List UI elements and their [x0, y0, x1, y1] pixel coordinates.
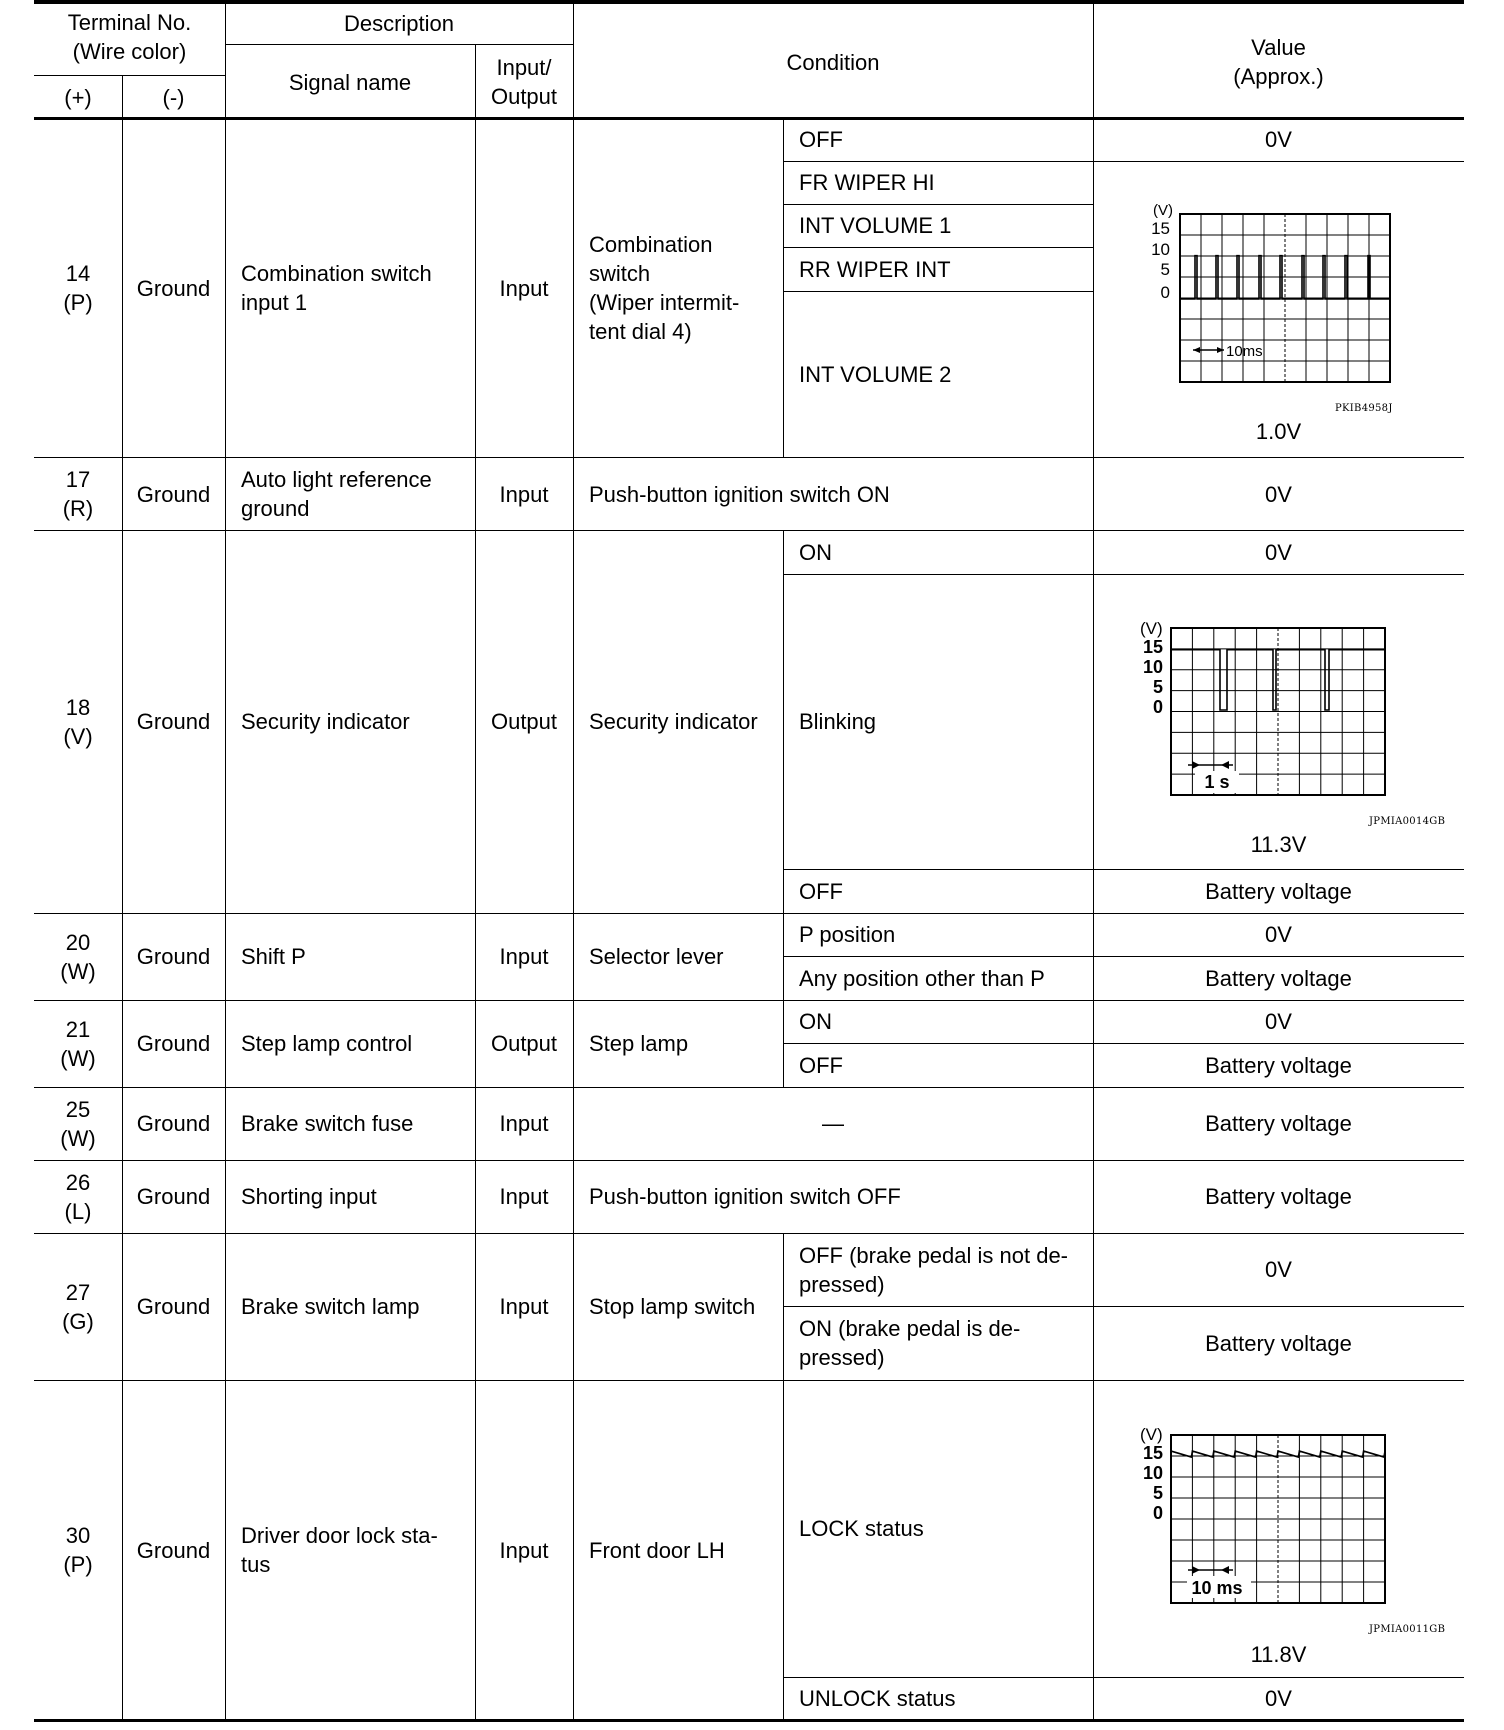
- terminal-value-table: [34, 0, 1464, 1722]
- row-rule: [34, 530, 1464, 531]
- condition-line4: tent dial 4): [589, 319, 692, 344]
- y-tick-5: 5: [1152, 677, 1163, 697]
- row-17-ground: Ground: [136, 481, 211, 507]
- header-value-line1: Value: [1251, 35, 1306, 60]
- row-26-terminal: [34, 1160, 122, 1233]
- header-bottom-rule: [34, 117, 1464, 120]
- signal-line2: ground: [241, 496, 310, 521]
- signal-line1: Auto light reference: [241, 467, 432, 492]
- wire-color: (V): [63, 723, 93, 749]
- wire-color: (P): [63, 290, 93, 315]
- row-21-terminal: [34, 1000, 122, 1087]
- row-26-ground: Ground: [136, 1184, 211, 1209]
- sub-rule: [783, 291, 1093, 292]
- row-21-sub-off: OFF: [799, 1052, 843, 1078]
- row-18-condition: Security indicator: [589, 709, 758, 734]
- row-20-sub-other: Any position other than P: [799, 965, 1045, 991]
- header-io-line1: Input/: [496, 55, 552, 80]
- row-14-sub-fr-wiper-hi: FR WIPER HI: [799, 170, 935, 195]
- row-30-terminal: [34, 1380, 122, 1720]
- row-18-ground: Ground: [136, 709, 211, 734]
- row-rule: [34, 1000, 1464, 1001]
- wire-color: (L): [64, 1198, 92, 1224]
- terminal-number: 26: [65, 1169, 91, 1195]
- header-description: Description: [343, 11, 455, 36]
- row-14-value-waveform: 1.0V: [1255, 419, 1302, 444]
- signal-line2: tus: [241, 1552, 271, 1577]
- arrow-left: [1192, 1566, 1200, 1574]
- sub-rule: [783, 869, 1464, 870]
- row-18-signal: Security indicator: [241, 709, 410, 734]
- row-rule: [34, 913, 1464, 914]
- row-21-io: Output: [490, 1031, 558, 1056]
- header-signal-name: Signal name: [288, 69, 412, 95]
- row-17-value: 0V: [1265, 481, 1292, 507]
- sub-rule: [783, 204, 1093, 205]
- header-minus: (-): [162, 84, 185, 110]
- figure-code: PKIB4958J: [1335, 403, 1393, 414]
- row-14-condition: [573, 118, 783, 458]
- row-18-value-on: 0V: [1265, 539, 1292, 565]
- wire-color: (W): [60, 1125, 96, 1151]
- header-input-output: [475, 46, 573, 118]
- row-25-signal: Brake switch fuse: [241, 1111, 414, 1136]
- terminal-number: 18: [65, 694, 91, 720]
- row-26-condition: Push-button ignition switch OFF: [589, 1184, 901, 1209]
- row-14-signal: [225, 118, 475, 458]
- sub-rule: [783, 1306, 1464, 1307]
- row-14-sub-rr-wiper-int: RR WIPER INT: [799, 256, 951, 282]
- arrow-left: [1193, 347, 1200, 353]
- sub-rule: [783, 1677, 1464, 1678]
- wire-color: (W): [60, 958, 96, 984]
- terminal-number: 20: [65, 929, 91, 955]
- row-21-condition: Step lamp: [589, 1031, 689, 1056]
- col-rule-subcondition: [783, 530, 784, 1087]
- sub-line1: OFF (brake pedal is not de-: [799, 1242, 1069, 1268]
- header-terminal-no: [34, 6, 225, 68]
- row-21-value-on: 0V: [1265, 1009, 1292, 1034]
- row-20-value-other: Battery voltage: [1205, 965, 1352, 991]
- y-unit: (V): [1140, 1425, 1163, 1444]
- time-label: 1 s: [1204, 772, 1230, 792]
- y-unit: (V): [1153, 202, 1173, 219]
- row-30-value-waveform: 11.8V: [1250, 1642, 1307, 1667]
- rule-description-under: [225, 44, 573, 45]
- row-20-ground: Ground: [136, 944, 211, 969]
- row-26-io: Input: [499, 1184, 549, 1209]
- col-rule-subcondition: [783, 118, 784, 458]
- row-20-sub-p: P position: [799, 922, 896, 947]
- bottom-rule: [34, 1719, 1464, 1722]
- row-20-value-p: 0V: [1265, 922, 1292, 947]
- row-18-value-off: Battery voltage: [1205, 878, 1352, 904]
- row-27-condition: Stop lamp switch: [589, 1294, 756, 1319]
- y-tick-10: 10: [1142, 1463, 1163, 1483]
- row-18-waveform: [1093, 574, 1464, 869]
- row-20-terminal: [34, 913, 122, 1000]
- col-rule-io-condition: [573, 0, 574, 1720]
- terminal-number: 30: [65, 1523, 91, 1548]
- y-tick-5: 5: [1152, 1483, 1163, 1503]
- row-27-ground: Ground: [136, 1294, 211, 1319]
- row-14-waveform: [1093, 161, 1464, 458]
- wire-color: (R): [62, 496, 94, 521]
- header-value: [1093, 6, 1464, 118]
- row-25-condition: —: [822, 1111, 844, 1136]
- waveform-grid: [1180, 214, 1390, 382]
- row-rule: [34, 1087, 1464, 1088]
- row-21-ground: Ground: [136, 1031, 211, 1056]
- col-rule-signal-io: [475, 44, 476, 1720]
- sub-rule: [783, 1043, 1464, 1044]
- header-terminal-no-line1: Terminal No.: [67, 10, 192, 35]
- row-30-waveform: [1093, 1380, 1464, 1677]
- row-20-io: Input: [499, 944, 549, 969]
- row-17-terminal: [34, 458, 122, 530]
- row-rule: [34, 1380, 1464, 1381]
- sub-rule: [783, 161, 1464, 162]
- arrow-right: [1221, 761, 1229, 769]
- terminal-number: 27: [65, 1279, 91, 1305]
- wire-color: (G): [62, 1308, 94, 1334]
- row-14-ground: Ground: [136, 275, 211, 301]
- row-26-signal: Shorting input: [241, 1184, 377, 1209]
- row-27-terminal: [34, 1233, 122, 1380]
- time-label: 10 ms: [1191, 1578, 1243, 1598]
- row-rule: [34, 1233, 1464, 1234]
- row-27-sub-off: [783, 1233, 1093, 1306]
- condition-line1: Combination: [589, 232, 713, 257]
- col-rule-condition-value: [1093, 0, 1094, 1720]
- y-tick-10: 10: [1151, 240, 1170, 259]
- terminal-number: 14: [65, 261, 91, 286]
- wire-color: (P): [63, 1552, 93, 1577]
- y-tick-10: 10: [1142, 657, 1163, 677]
- row-rule: [34, 1160, 1464, 1161]
- signal-line2: input 1: [241, 290, 308, 315]
- arrow-right: [1217, 347, 1224, 353]
- sub-line2: pressed): [799, 1271, 885, 1297]
- row-18-value-waveform: 11.3V: [1250, 832, 1307, 857]
- terminal-number: 25: [65, 1096, 91, 1122]
- sub-line2: pressed): [799, 1345, 885, 1370]
- row-14-sub-off: OFF: [799, 127, 843, 152]
- row-20-signal: Shift P: [241, 944, 306, 969]
- arrow-right: [1221, 1566, 1229, 1574]
- top-rule: [34, 0, 1464, 4]
- header-value-line2: (Approx.): [1233, 64, 1324, 89]
- col-rule-subcondition: [783, 1233, 784, 1720]
- y-tick-15: 15: [1151, 219, 1170, 238]
- row-30-condition: Front door LH: [589, 1537, 725, 1563]
- y-tick-0: 0: [1152, 1503, 1163, 1523]
- row-25-ground: Ground: [136, 1111, 211, 1136]
- rule-terminal-under: [34, 75, 225, 76]
- row-30-sub-unlock: UNLOCK status: [799, 1686, 956, 1711]
- row-30-io: Input: [499, 1537, 549, 1563]
- header-plus: (+): [64, 84, 92, 110]
- col-rule-minus-signal: [225, 0, 226, 1720]
- y-tick-0: 0: [1160, 283, 1170, 302]
- row-14-terminal: [34, 118, 122, 458]
- row-30-value-unlock: 0V: [1265, 1686, 1292, 1711]
- sub-rule: [783, 247, 1093, 248]
- row-21-value-off: Battery voltage: [1205, 1052, 1352, 1078]
- row-30-signal: [225, 1380, 475, 1720]
- sub-rule: [783, 956, 1464, 957]
- row-27-sub-on: [783, 1306, 1093, 1380]
- header-io-line2: Output: [490, 84, 558, 109]
- wire-color: (W): [60, 1045, 96, 1071]
- figure-code: JPMIA0014GB: [1369, 816, 1446, 827]
- terminal-number: 21: [65, 1016, 91, 1042]
- row-25-value: Battery voltage: [1205, 1111, 1352, 1136]
- row-17-condition: Push-button ignition switch ON: [589, 481, 890, 507]
- time-label: 10ms: [1226, 343, 1263, 360]
- sub-line1: ON (brake pedal is de-: [799, 1316, 1021, 1341]
- row-14-value-off: 0V: [1265, 127, 1292, 152]
- row-26-value: Battery voltage: [1205, 1184, 1352, 1209]
- figure-code: JPMIA0011GB: [1369, 1624, 1446, 1635]
- row-25-terminal: [34, 1087, 122, 1160]
- row-14-sub-int-volume-1: INT VOLUME 1: [799, 213, 952, 238]
- waveform-graph-14: [1093, 161, 1464, 458]
- row-27-io: Input: [499, 1294, 549, 1319]
- row-18-terminal: [34, 530, 122, 913]
- row-14-sub-int-volume-2: INT VOLUME 2: [799, 362, 952, 387]
- row-27-value-off: 0V: [1265, 1257, 1292, 1282]
- header-condition: Condition: [786, 49, 880, 75]
- row-17-signal: [225, 458, 475, 530]
- row-20-condition: Selector lever: [589, 944, 724, 969]
- row-21-signal: Step lamp control: [241, 1031, 413, 1056]
- row-18-sub-blinking: Blinking: [799, 709, 877, 734]
- row-18-sub-on: ON: [799, 539, 832, 565]
- row-14-io: Input: [499, 275, 549, 301]
- condition-line2: switch: [589, 261, 651, 286]
- row-30-ground: Ground: [136, 1537, 211, 1563]
- row-18-io: Output: [490, 709, 558, 734]
- arrow-left: [1192, 761, 1200, 769]
- row-27-value-on: Battery voltage: [1205, 1330, 1352, 1356]
- col-rule-plus-minus: [122, 75, 123, 1720]
- y-tick-15: 15: [1142, 1443, 1163, 1463]
- row-21-sub-on: ON: [799, 1009, 832, 1034]
- row-17-io: Input: [499, 481, 549, 507]
- signal-line1: Driver door lock sta-: [241, 1523, 438, 1548]
- row-rule: [34, 457, 1464, 458]
- row-18-sub-off: OFF: [799, 878, 843, 904]
- waveform-grid: [1171, 628, 1385, 795]
- terminal-number: 17: [65, 467, 91, 492]
- row-25-io: Input: [499, 1111, 549, 1136]
- sub-rule: [783, 574, 1464, 575]
- y-tick-15: 15: [1142, 637, 1163, 657]
- header-terminal-no-line2: (Wire color): [72, 39, 187, 64]
- row-27-signal: Brake switch lamp: [241, 1294, 420, 1319]
- y-tick-0: 0: [1152, 697, 1163, 717]
- y-tick-5: 5: [1160, 260, 1170, 279]
- signal-line1: Combination switch: [241, 261, 432, 286]
- condition-line3: (Wiper intermit-: [589, 290, 740, 315]
- y-unit: (V): [1140, 619, 1163, 638]
- row-30-sub-lock: LOCK status: [799, 1516, 924, 1541]
